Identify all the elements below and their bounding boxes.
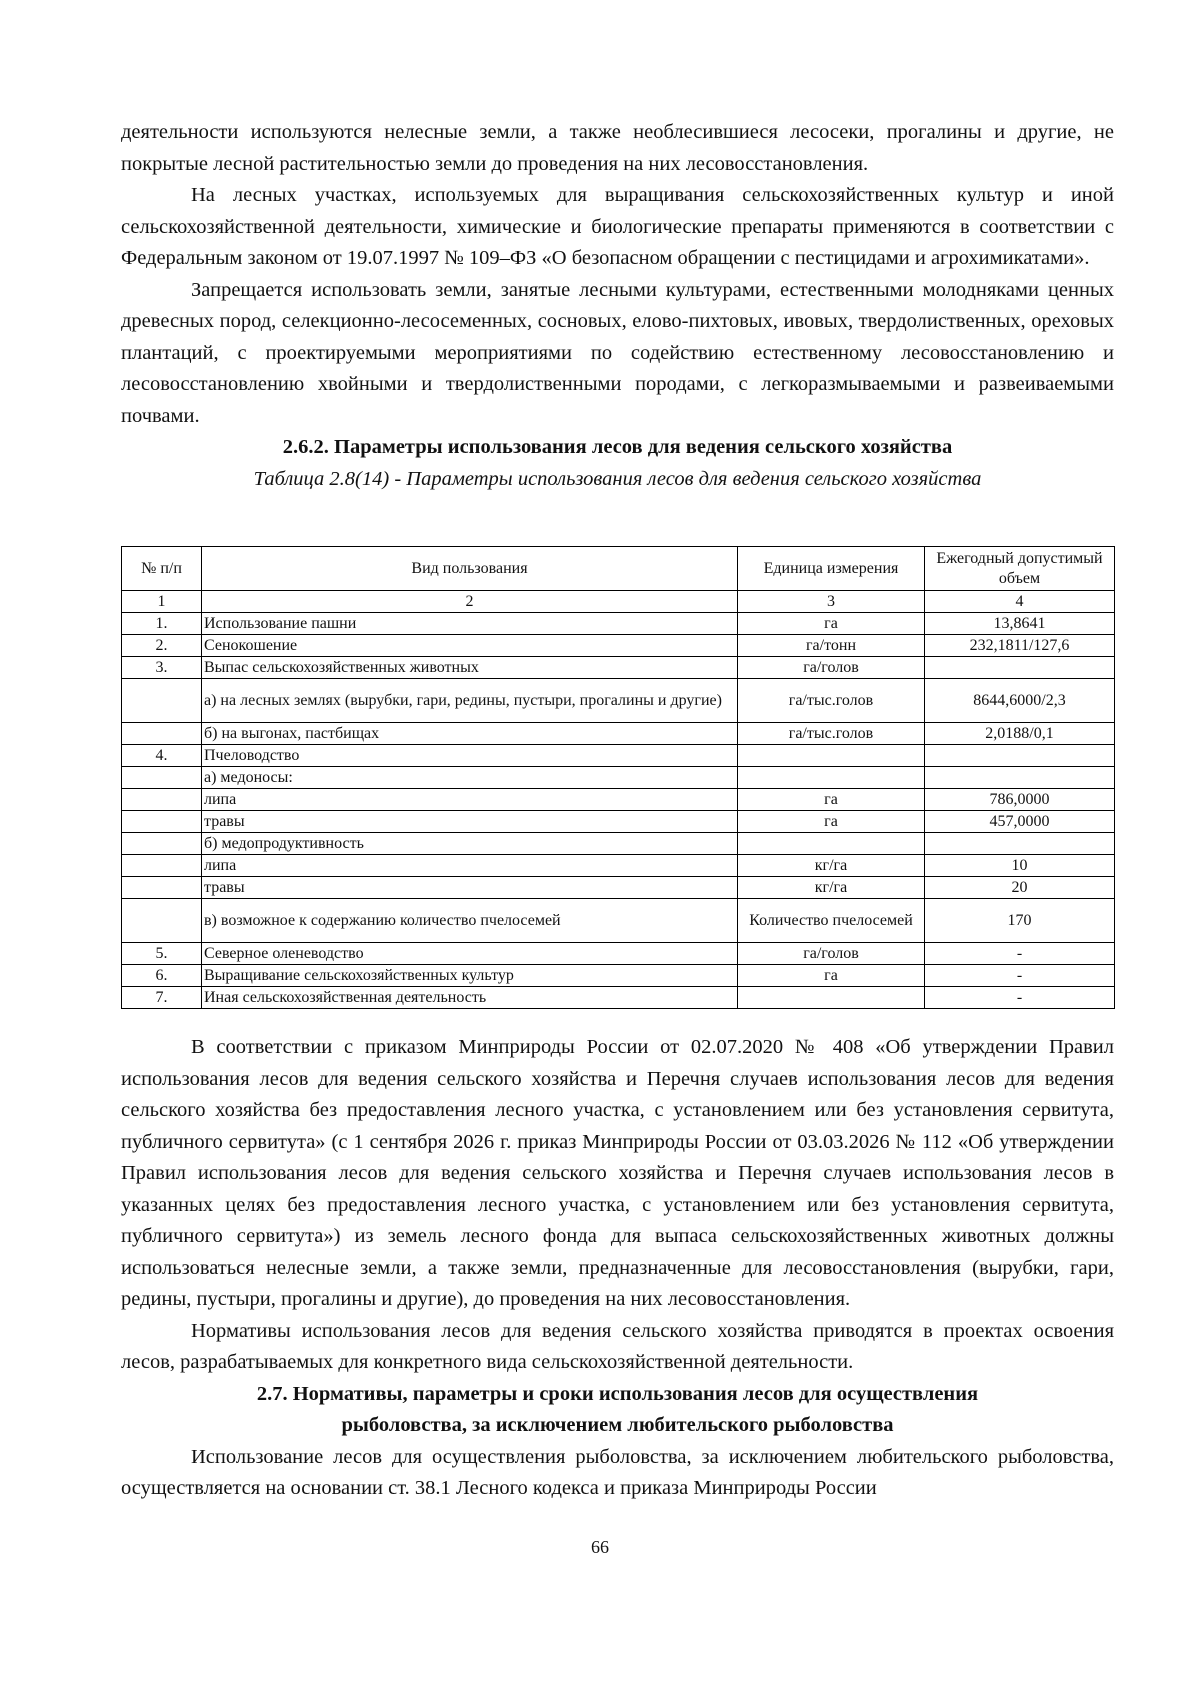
table-row [122, 899, 1115, 943]
paragraph-prohibition: Запрещается использовать земли, занятые лесными культурами, естественными молодняками ценных древесных пород, селекционно-лесосеменных, сосновых, елово-пихтовых, ивовых, твердолиственных, ореховых плантаций, с проектируемыми мероприятиями по содействию естественному лесовосстановлению и лесовосстановлению хвойными и твердолиственными породами, с легкоразмываемыми и развеиваемыми почвами. [121, 278, 1114, 427]
annual-volume-cell: - [925, 987, 1115, 1009]
unit-cell: га [738, 789, 925, 811]
table-row [122, 943, 1115, 965]
annual-volume-cell: 457,0000 [925, 811, 1115, 833]
row-number-cell: 6. [122, 965, 202, 987]
annual-volume-cell: - [925, 965, 1115, 987]
usage-type-cell: липа [202, 789, 738, 811]
table-row [122, 613, 1115, 635]
annual-volume-cell: 2,0188/0,1 [925, 723, 1115, 745]
annual-volume-cell: 232,1811/127,6 [925, 635, 1115, 657]
row-number-cell [122, 723, 202, 745]
table-row [122, 767, 1115, 789]
unit-cell: га/тыс.голов [738, 679, 925, 723]
table-body [122, 613, 1115, 1009]
row-number-cell [122, 833, 202, 855]
unit-cell: Количество пчелосемей [738, 899, 925, 943]
numbering-cell: 1 [122, 591, 202, 613]
unit-cell: га/тонн [738, 635, 925, 657]
row-number-cell [122, 899, 202, 943]
section-heading-2-7-line2: рыболовства, за исключением любительского рыболовства [341, 1414, 894, 1436]
usage-type-cell: Пчеловодство [202, 745, 738, 767]
row-number-cell [122, 767, 202, 789]
paragraph-continuation: деятельности используются нелесные земли, а также необлесившиеся лесосеки, прогалины и другие, не покрытые лесной растительностью земли до проведения на них лесовосстановления. [121, 121, 1114, 175]
unit-cell: га/тыс.голов [738, 723, 925, 745]
row-number-cell: 7. [122, 987, 202, 1009]
table-row [122, 987, 1115, 1009]
numbering-cell: 2 [202, 591, 738, 613]
usage-type-cell: травы [202, 811, 738, 833]
annual-volume-cell [925, 657, 1115, 679]
row-number-cell [122, 877, 202, 899]
annual-volume-cell [925, 833, 1115, 855]
annual-volume-cell: 13,8641 [925, 613, 1115, 635]
unit-cell: га [738, 965, 925, 987]
parameters-table [121, 546, 1115, 1009]
section-heading-2-7-line1: 2.7. Нормативы, параметры и сроки использования лесов для осуществления [256, 1382, 979, 1405]
row-number-cell: 2. [122, 635, 202, 657]
annual-volume-cell [925, 767, 1115, 789]
paragraph-fishing: Использование лесов для осуществления рыболовства, за исключением любительского рыболовства, осуществляется на основании ст. 38.1 Лесного кодекса и приказа Минприроды России [121, 1445, 1114, 1499]
unit-cell [738, 767, 925, 789]
table-row [122, 855, 1115, 877]
header-annual-volume: Ежегодный допустимый объем [925, 547, 1115, 591]
annual-volume-cell: - [925, 943, 1115, 965]
usage-type-cell: Выпас сельскохозяйственных животных [202, 657, 738, 679]
row-number-cell: 5. [122, 943, 202, 965]
section-heading-2-6-2: 2.6.2. Параметры использования лесов для ведения сельского хозяйства [282, 436, 953, 458]
usage-type-cell: б) медопродуктивность [202, 833, 738, 855]
table-caption: Таблица 2.8(14) - Параметры использования лесов для ведения сельского хозяйства [253, 467, 982, 490]
annual-volume-cell: 170 [925, 899, 1115, 943]
row-number-cell [122, 855, 202, 877]
usage-type-cell: липа [202, 855, 738, 877]
table-row [122, 965, 1115, 987]
table-row [122, 877, 1115, 899]
annual-volume-cell [925, 745, 1115, 767]
page-number: 66 [591, 1537, 609, 1557]
usage-type-cell: а) на лесных землях (вырубки, гари, редины, пустыри, прогалины и другие) [202, 679, 738, 723]
usage-type-cell: травы [202, 877, 738, 899]
usage-type-cell: б) на выгонах, пастбищах [202, 723, 738, 745]
usage-type-cell: Иная сельскохозяйственная деятельность [202, 987, 738, 1009]
numbering-cell: 3 [738, 591, 925, 613]
table-row [122, 833, 1115, 855]
header-number: № п/п [122, 547, 202, 591]
annual-volume-cell: 786,0000 [925, 789, 1115, 811]
table-row [122, 679, 1115, 723]
header-unit: Единица измерения [738, 547, 925, 591]
table-row [122, 635, 1115, 657]
table-row [122, 811, 1115, 833]
row-number-cell: 4. [122, 745, 202, 767]
row-number-cell [122, 789, 202, 811]
header-usage-type: Вид пользования [202, 547, 738, 591]
unit-cell: га/голов [738, 943, 925, 965]
unit-cell: га/голов [738, 657, 925, 679]
table-row [122, 745, 1115, 767]
table-header-row [122, 547, 1115, 591]
unit-cell: га [738, 613, 925, 635]
paragraph-norms: Нормативы использования лесов для ведения сельского хозяйства приводятся в проектах освоения лесов, разрабатываемых для конкретного вида сельскохозяйственной деятельности. [121, 1319, 1114, 1373]
usage-type-cell: в) возможное к содержанию количество пчелосемей [202, 899, 738, 943]
row-number-cell [122, 679, 202, 723]
numbering-cell: 4 [925, 591, 1115, 613]
usage-type-cell: Сенокошение [202, 635, 738, 657]
paragraph-order-408: В соответствии с приказом Минприроды России от 02.07.2020 № 408 «Об утверждении Правил использования лесов для ведения сельского хозяйства и Перечня случаев использования лесов для ведения сельского хозяйства без предоставления лесного участка, с установлением или без установления сервитута, публичного сервитута» (с 1 сентября 2026 г. приказ Минприроды России от 03.03.2026 № 112 «Об утверждении Правил использования лесов для ведения сельского хозяйства и Перечня случаев использования лесов в указанных целях без предоставления лесного участка, с установлением или без установления сервитута, публичного сервитута») из земель лесного фонда для выпаса сельскохозяйственных животных должны использоваться нелесные земли, а также земли, предназначенные для лесовосстановления (вырубки, гари, редины, пустыри, прогалины и другие), до проведения на них лесовосстановления. [121, 1036, 1114, 1310]
row-number-cell [122, 811, 202, 833]
table-row [122, 723, 1115, 745]
usage-type-cell: а) медоносы: [202, 767, 738, 789]
unit-cell [738, 987, 925, 1009]
table-row [122, 657, 1115, 679]
row-number-cell: 3. [122, 657, 202, 679]
usage-type-cell: Использование пашни [202, 613, 738, 635]
unit-cell [738, 833, 925, 855]
usage-type-cell: Северное оленеводство [202, 943, 738, 965]
paragraph-pesticides: На лесных участках, используемых для выращивания сельскохозяйственных культур и иной сельскохозяйственной деятельности, химические и биологические препараты применяются в соответствии с Федеральным законом от 19.07.1997 № 109–ФЗ «О безопасном обращении с пестицидами и агрохимикатами». [121, 184, 1114, 269]
annual-volume-cell: 10 [925, 855, 1115, 877]
row-number-cell: 1. [122, 613, 202, 635]
usage-type-cell: Выращивание сельскохозяйственных культур [202, 965, 738, 987]
unit-cell [738, 745, 925, 767]
annual-volume-cell: 20 [925, 877, 1115, 899]
unit-cell: кг/га [738, 877, 925, 899]
bottom-text-block [121, 1032, 1114, 1505]
table-numbering-row [122, 591, 1115, 613]
table-row [122, 789, 1115, 811]
unit-cell: кг/га [738, 855, 925, 877]
top-text-block [121, 117, 1114, 495]
annual-volume-cell: 8644,6000/2,3 [925, 679, 1115, 723]
unit-cell: га [738, 811, 925, 833]
